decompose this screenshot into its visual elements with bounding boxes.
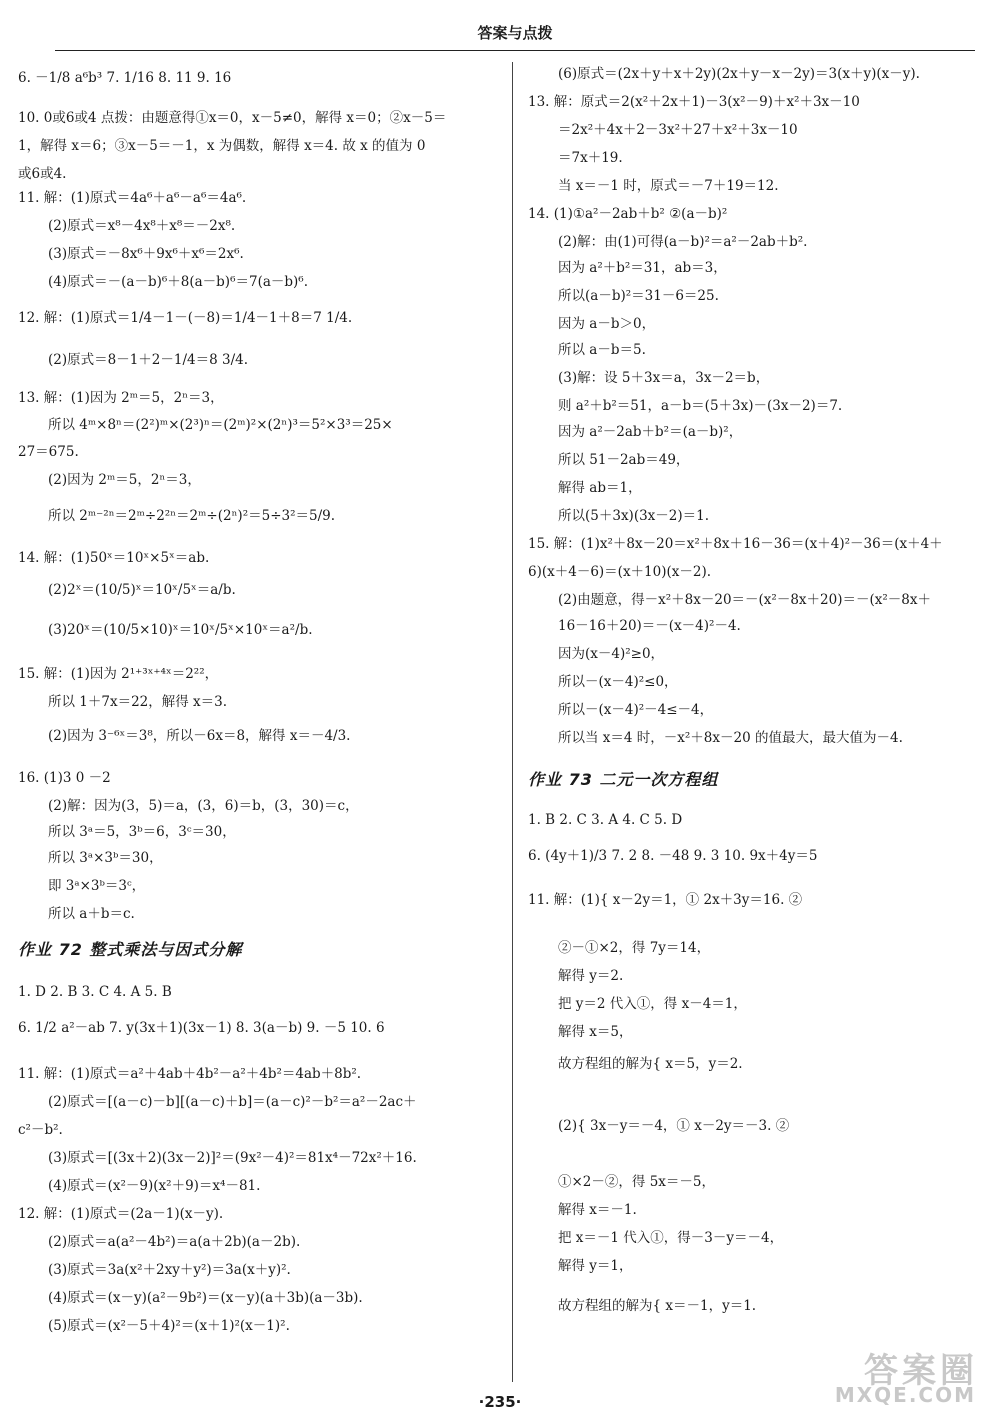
answer-line: 因为 a－b＞0， xyxy=(558,316,656,332)
answer-line: 14. 解：(1)50ˣ＝10ˣ×5ˣ＝ab. xyxy=(18,550,210,566)
answer-line: 11. 解：(1)原式＝a²＋4ab＋4b²－a²＋4b²＝4ab＋8b². xyxy=(18,1066,362,1082)
answer-line: 6)(x＋4－6)＝(x＋10)(x－2). xyxy=(528,564,712,580)
answer-line: 当 x＝－1 时，原式＝－7＋19＝12. xyxy=(558,178,779,194)
answer-line: 所以 2ᵐ⁻²ⁿ＝2ᵐ÷2²ⁿ＝2ᵐ÷(2ⁿ)²＝5÷3²＝5/9. xyxy=(48,508,336,524)
answer-line: 11. 解：(1)原式＝4a⁶＋a⁶－a⁶＝4a⁶. xyxy=(18,190,247,206)
answer-line: (4)原式＝－(a－b)⁶＋8(a－b)⁶＝7(a－b)⁶. xyxy=(48,274,308,290)
answer-line: (4)原式＝(x²－9)(x²＋9)＝x⁴－81. xyxy=(48,1178,261,1194)
answer-line: 所以(5＋3x)(3x－2)＝1. xyxy=(558,508,710,524)
answer-line: (2)解：因为(3，5)＝a，(3，6)＝b，(3，30)＝c， xyxy=(48,798,359,814)
answer-line: (2)因为 2ᵐ＝5，2ⁿ＝3， xyxy=(48,472,201,488)
answer-line: 10. 0或6或4 点拨：由题意得①x＝0，x－5≠0，解得 x＝0；②x－5＝ xyxy=(18,110,447,126)
answer-line: (6)原式＝(2x＋y＋x＋2y)(2x＋y－x－2y)＝3(x＋y)(x－y). xyxy=(558,66,920,82)
answer-line: 故方程组的解为{ x＝5，y＝2. xyxy=(558,1056,743,1072)
answer-line: (3)解：设 5＋3x＝a，3x－2＝b， xyxy=(558,370,770,386)
answer-line: 14. (1)①a²－2ab＋b² ②(a－b)² xyxy=(528,206,728,222)
answer-line: 1，解得 x＝6；③x－5＝－1，x 为偶数，解得 x＝4. 故 x 的值为 0 xyxy=(18,138,426,154)
watermark-url: MXQE.COM xyxy=(834,1383,976,1407)
answer-line: (2)因为 3⁻⁶ˣ＝3⁸，所以－6x＝8，解得 x＝－4/3. xyxy=(48,728,351,744)
answer-line: 所以 51－2ab＝49， xyxy=(558,452,690,468)
answer-line: 所以 3ᵃ＝5，3ᵇ＝6，3ᶜ＝30， xyxy=(48,824,236,840)
answer-line: 15. 解：(1)因为 2¹⁺³ˣ⁺⁴ˣ＝2²²， xyxy=(18,666,219,682)
answer-line: 把 x＝－1 代入①，得－3－y＝－4， xyxy=(558,1230,784,1246)
page-header: 答案与点拨 xyxy=(477,24,553,42)
answer-line: c²－b². xyxy=(18,1122,63,1138)
answer-line: 27＝675. xyxy=(18,444,79,460)
answer-line: (3)原式＝3a(x²＋2xy＋y²)＝3a(x＋y)². xyxy=(48,1262,291,1278)
answer-line: 16. (1)3 0 －2 xyxy=(18,770,111,786)
answer-line: 因为 a²－2ab＋b²＝(a－b)²， xyxy=(558,424,743,440)
answer-line: 所以 a－b＝5. xyxy=(558,342,646,358)
answer-line: 即 3ᵃ×3ᵇ＝3ᶜ， xyxy=(48,878,146,894)
watermark-text: 答案圈 xyxy=(864,1351,978,1391)
answer-line: (2)2ˣ＝(10/5)ˣ＝10ˣ/5ˣ＝a/b. xyxy=(48,582,236,598)
answer-line: 12. 解：(1)原式＝(2a－1)(x－y). xyxy=(18,1206,224,1222)
answer-line: 因为 a²＋b²＝31，ab＝3， xyxy=(558,260,727,276)
answer-line: 因为(x－4)²≥0， xyxy=(558,646,665,662)
answer-line: (2)解：由(1)可得(a－b)²＝a²－2ab＋b². xyxy=(558,234,808,250)
answer-line: ①×2－②，得 5x＝－5， xyxy=(558,1174,715,1190)
answer-line: 6. 1/2 a²－ab 7. y(3x＋1)(3x－1) 8. 3(a－b) 9. －5 10. 6 xyxy=(18,1020,385,1036)
answer-line: 解得 ab＝1， xyxy=(558,480,642,496)
watermark-logo xyxy=(828,1343,978,1413)
answer-line: (2)原式＝a(a²－4b²)＝a(a＋2b)(a－2b). xyxy=(48,1234,301,1250)
answer-line: 所以 a＋b＝c. xyxy=(48,906,135,922)
answer-line: 把 y＝2 代入①，得 x－4＝1， xyxy=(558,996,747,1012)
answer-line: 则 a²＋b²＝51，a－b＝(5＋3x)－(3x－2)＝7. xyxy=(558,398,843,414)
answer-line: (2){ 3x－y＝－4，① x－2y＝－3. ② xyxy=(558,1118,790,1134)
answer-line: 16－16＋20)＝－(x－4)²－4. xyxy=(558,618,741,634)
section-heading: 作业 73 二元一次方程组 xyxy=(528,770,719,789)
answer-line: 13. 解：原式＝2(x²＋2x＋1)－3(x²－9)＋x²＋3x－10 xyxy=(528,94,860,110)
column-divider xyxy=(512,62,513,1382)
answer-line: 所以－(x－4)²≤0， xyxy=(558,674,678,690)
answer-line: 15. 解：(1)x²＋8x－20＝x²＋8x＋16－36＝(x＋4)²－36＝(x＋4＋ xyxy=(528,536,943,552)
answer-line: 所以 3ᵃ×3ᵇ＝30， xyxy=(48,850,163,866)
header-rule xyxy=(55,50,975,51)
answer-line: ②－①×2，得 7y＝14， xyxy=(558,940,711,956)
answer-line: 1. D 2. B 3. C 4. A 5. B xyxy=(18,984,172,1000)
answer-line: (3)原式＝[(3x＋2)(3x－2)]²＝(9x²－4)²＝81x⁴－72x²＋16. xyxy=(48,1150,417,1166)
answer-line: (4)原式＝(x－y)(a²－9b²)＝(x－y)(a＋3b)(a－3b). xyxy=(48,1290,363,1306)
page-number: ·235· xyxy=(478,1393,522,1411)
answer-line: 所以 4ᵐ×8ⁿ＝(2²)ᵐ×(2³)ⁿ＝(2ᵐ)²×(2ⁿ)³＝5²×3³＝25× xyxy=(48,417,393,433)
answer-line: 6. －1/8 a⁶b³ 7. 1/16 8. 11 9. 16 xyxy=(18,70,232,86)
answer-line: (3)20ˣ＝(10/5×10)ˣ＝10ˣ/5ˣ×10ˣ＝a²/b. xyxy=(48,622,313,638)
answer-line: 1. B 2. C 3. A 4. C 5. D xyxy=(528,812,683,828)
answer-line: (2)原式＝8－1＋2－1/4＝8 3/4. xyxy=(48,352,249,368)
answer-line: 所以当 x＝4 时，－x²＋8x－20 的值最大，最大值为－4. xyxy=(558,730,903,746)
answer-line: 解得 y＝1， xyxy=(558,1258,633,1274)
answer-line: 12. 解：(1)原式＝1/4－1－(－8)＝1/4－1＋8＝7 1/4. xyxy=(18,310,353,326)
answer-line: 所以－(x－4)²－4≤－4， xyxy=(558,702,714,718)
answer-line: 解得 y＝2. xyxy=(558,968,624,984)
answer-line: 解得 x＝5， xyxy=(558,1024,633,1040)
answer-line: 13. 解：(1)因为 2ᵐ＝5，2ⁿ＝3， xyxy=(18,390,224,406)
answer-line: 11. 解：(1){ x－2y＝1，① 2x＋3y＝16. ② xyxy=(528,892,803,908)
answer-line: (3)原式＝－8x⁶＋9x⁶＋x⁶＝2x⁶. xyxy=(48,246,244,262)
answer-line: 6. (4y＋1)/3 7. 2 8. －48 9. 3 10. 9x＋4y＝5 xyxy=(528,848,818,864)
answer-line: ＝2x²＋4x＋2－3x²＋27＋x²＋3x－10 xyxy=(558,122,798,138)
answer-line: (2)由题意，得－x²＋8x－20＝－(x²－8x＋20)＝－(x²－8x＋ xyxy=(558,592,931,608)
answer-line: (2)原式＝[(a－c)－b][(a－c)＋b]＝(a－c)²－b²＝a²－2ac＋ xyxy=(48,1094,417,1110)
answer-line: 所以 1＋7x＝22，解得 x＝3. xyxy=(48,694,228,710)
section-heading: 作业 72 整式乘法与因式分解 xyxy=(18,940,243,959)
answer-line: 解得 x＝－1. xyxy=(558,1202,637,1218)
answer-line: 所以(a－b)²＝31－6＝25. xyxy=(558,288,719,304)
answer-line: ＝7x＋19. xyxy=(558,150,623,166)
answer-line: (2)原式＝x⁸－4x⁸＋x⁸＝－2x⁸. xyxy=(48,218,236,234)
answer-line: 或6或4. xyxy=(18,166,67,182)
answer-line: (5)原式＝(x²－5＋4)²＝(x＋1)²(x－1)². xyxy=(48,1318,290,1334)
answer-line: 故方程组的解为{ x＝－1，y＝1. xyxy=(558,1298,757,1314)
